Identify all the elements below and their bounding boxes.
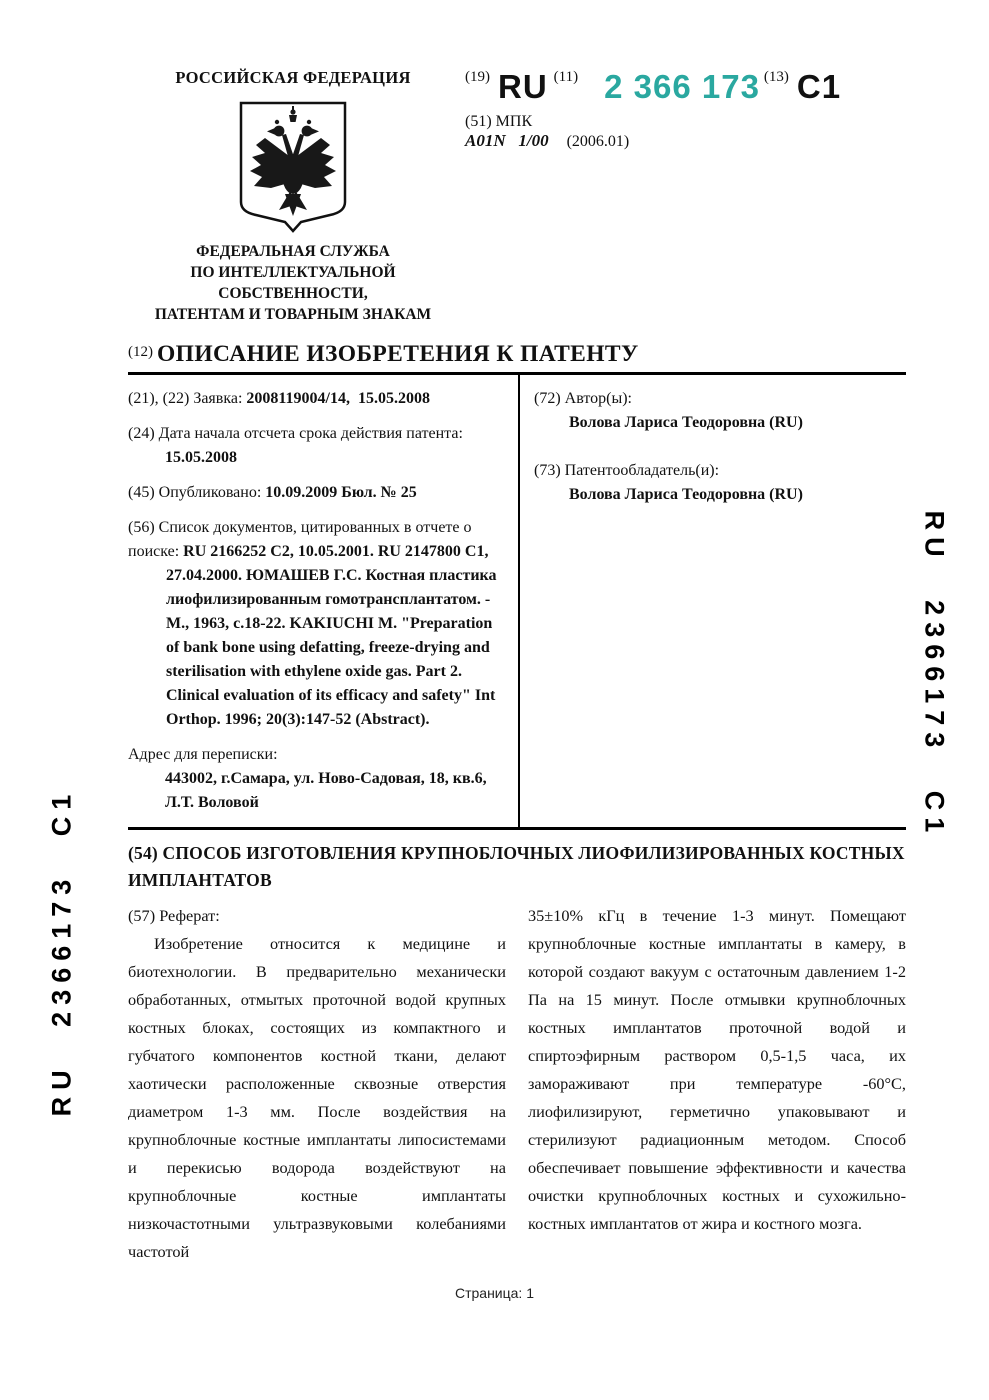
abstract-label: (57) Реферат: — [128, 905, 220, 925]
kind-code: C1 — [796, 68, 842, 105]
biblio-right-column — [518, 375, 906, 827]
address-field — [128, 743, 500, 815]
address-label: Адрес для переписки: — [128, 745, 278, 763]
start-date-value: 15.05.2008 — [165, 448, 237, 466]
authors-field — [534, 387, 906, 435]
document-header — [128, 68, 906, 326]
published-field — [128, 481, 500, 505]
address-value: 443002, г.Самара, ул. Ново-Садовая, 18, кв.6, Л.Т. Воловой — [165, 769, 487, 811]
code-12-label: (12) — [128, 343, 153, 360]
code-13-label: (13) — [763, 69, 789, 85]
publication-number: 2 366 173 — [604, 68, 760, 105]
code-11-label: (11) — [553, 69, 579, 85]
agency-name — [128, 242, 458, 326]
ipc-version: (2006.01) — [566, 133, 630, 150]
citations-body: 27.04.2000. ЮМАШЕВ Г.С. Костная пластика лиофилизированным гомотрансплантатом. - М., 1963, с.18-22. KAKIUCHI M. "Preparation of bank bone using defatting, freeze-drying and sterilisation with ethylene oxide gas. Part 2. Clinical evaluation of its efficacy and safety" Int Orthop. 1996; 20(3):147-52 (Abstract). — [166, 566, 497, 728]
agency-line: ПАТЕНТАМ И ТОВАРНЫМ ЗНАКАМ — [154, 305, 432, 323]
agency-line: ФЕДЕРАЛЬНАЯ СЛУЖБА — [196, 243, 390, 260]
document-type-heading — [128, 342, 906, 375]
published-label: (45) Опубликовано: — [128, 483, 262, 501]
document-type-title: ОПИСАНИЕ ИЗОБРЕТЕНИЯ К ПАТЕНТУ — [157, 340, 639, 367]
abstract-text-1: Изобретение относится к медицине и биотехнологии. В предварительно механически обработанных, отмытых проточной водой крупных костных блоках, состоящих из компактного и губчатого компонентов костной ткани, делают хаотически расположенные сквозные отверстия диаметром 1-3 мм. После воздействия на крупноблочные костные имплантаты липосистемами и перекисью водорода воздействуют на крупноблочные костные имплантаты низкочастотными ультразвуковыми колебаниями частотой — [128, 933, 506, 1261]
left-margin-publication-number: RU 2366173 C1 — [46, 787, 77, 1117]
page-number: Страница: 1 — [454, 1285, 535, 1301]
publication-number-row — [465, 68, 906, 103]
application-label: (21), (22) Заявка: — [128, 389, 243, 407]
application-field — [128, 387, 500, 411]
country-name: РОССИЙСКАЯ ФЕДЕРАЦИЯ — [175, 68, 411, 87]
ipc-label: (51) МПК — [465, 113, 533, 130]
authors-value: Волова Лариса Теодоровна (RU) — [569, 413, 803, 431]
published-value: 10.09.2009 Бюл. № 25 — [265, 483, 417, 501]
bibliographic-table — [128, 375, 906, 830]
coat-of-arms-icon — [233, 98, 353, 234]
invention-title: (54) СПОСОБ ИЗГОТОВЛЕНИЯ КРУПНОБЛОЧНЫХ ЛИОФИЛИЗИРОВАННЫХ КОСТНЫХ ИМПЛАНТАТОВ — [128, 842, 905, 890]
citations-label: (56) Список документов, цитированных в отчете о поиске: — [128, 518, 472, 560]
holders-field — [534, 459, 906, 507]
abstract-section — [128, 902, 906, 1266]
start-date-label: (24) Дата начала отсчета срока действия патента: — [128, 424, 463, 442]
issuing-authority-block — [128, 68, 458, 326]
abstract-column-1 — [128, 902, 506, 1266]
holders-value: Волова Лариса Теодоровна (RU) — [569, 485, 803, 503]
start-date-field — [128, 422, 500, 470]
agency-line: ПО ИНТЕЛЛЕКТУАЛЬНОЙ СОБСТВЕННОСТИ, — [190, 263, 396, 302]
patent-front-page — [128, 68, 906, 1266]
application-value: 2008119004/14, 15.05.2008 — [246, 389, 430, 407]
code-19-label: (19) — [465, 69, 490, 85]
abstract-text-2: 35±10% кГц в течение 1-3 минут. Помещают крупноблочные костные имплантаты в камеру, в которой создают вакуум с остаточным давлением 1-2 Па на 15 минут. После отмывки крупноблочных костных имплантатов проточной водой и спиртоэфирным раствором 0,5-1,5 часа, их замораживают при температуре -60°C, лиофилизируют, герметично упаковывают и стерилизуют радиационным методом. Способ обеспечивает повышение эффективности и качества очистки крупноблочных костных и сухожильно-костных имплантатов от жира и костного мозга. — [528, 905, 906, 1233]
citations-head: RU 2166252 C2, 10.05.2001. RU 2147800 C1, — [183, 542, 489, 560]
right-margin-publication-number: RU 2366173 C1 — [919, 510, 950, 840]
country-code: RU — [498, 68, 548, 105]
abstract-column-2 — [528, 902, 906, 1266]
ipc-class: A01N 1/00 — [465, 131, 549, 150]
authors-label: (72) Автор(ы): — [534, 389, 632, 407]
citations-field — [128, 516, 500, 732]
biblio-left-column — [128, 375, 518, 827]
publication-codes-block — [465, 68, 906, 326]
ipc-block — [465, 113, 906, 151]
holders-label: (73) Патентообладатель(и): — [534, 461, 720, 479]
